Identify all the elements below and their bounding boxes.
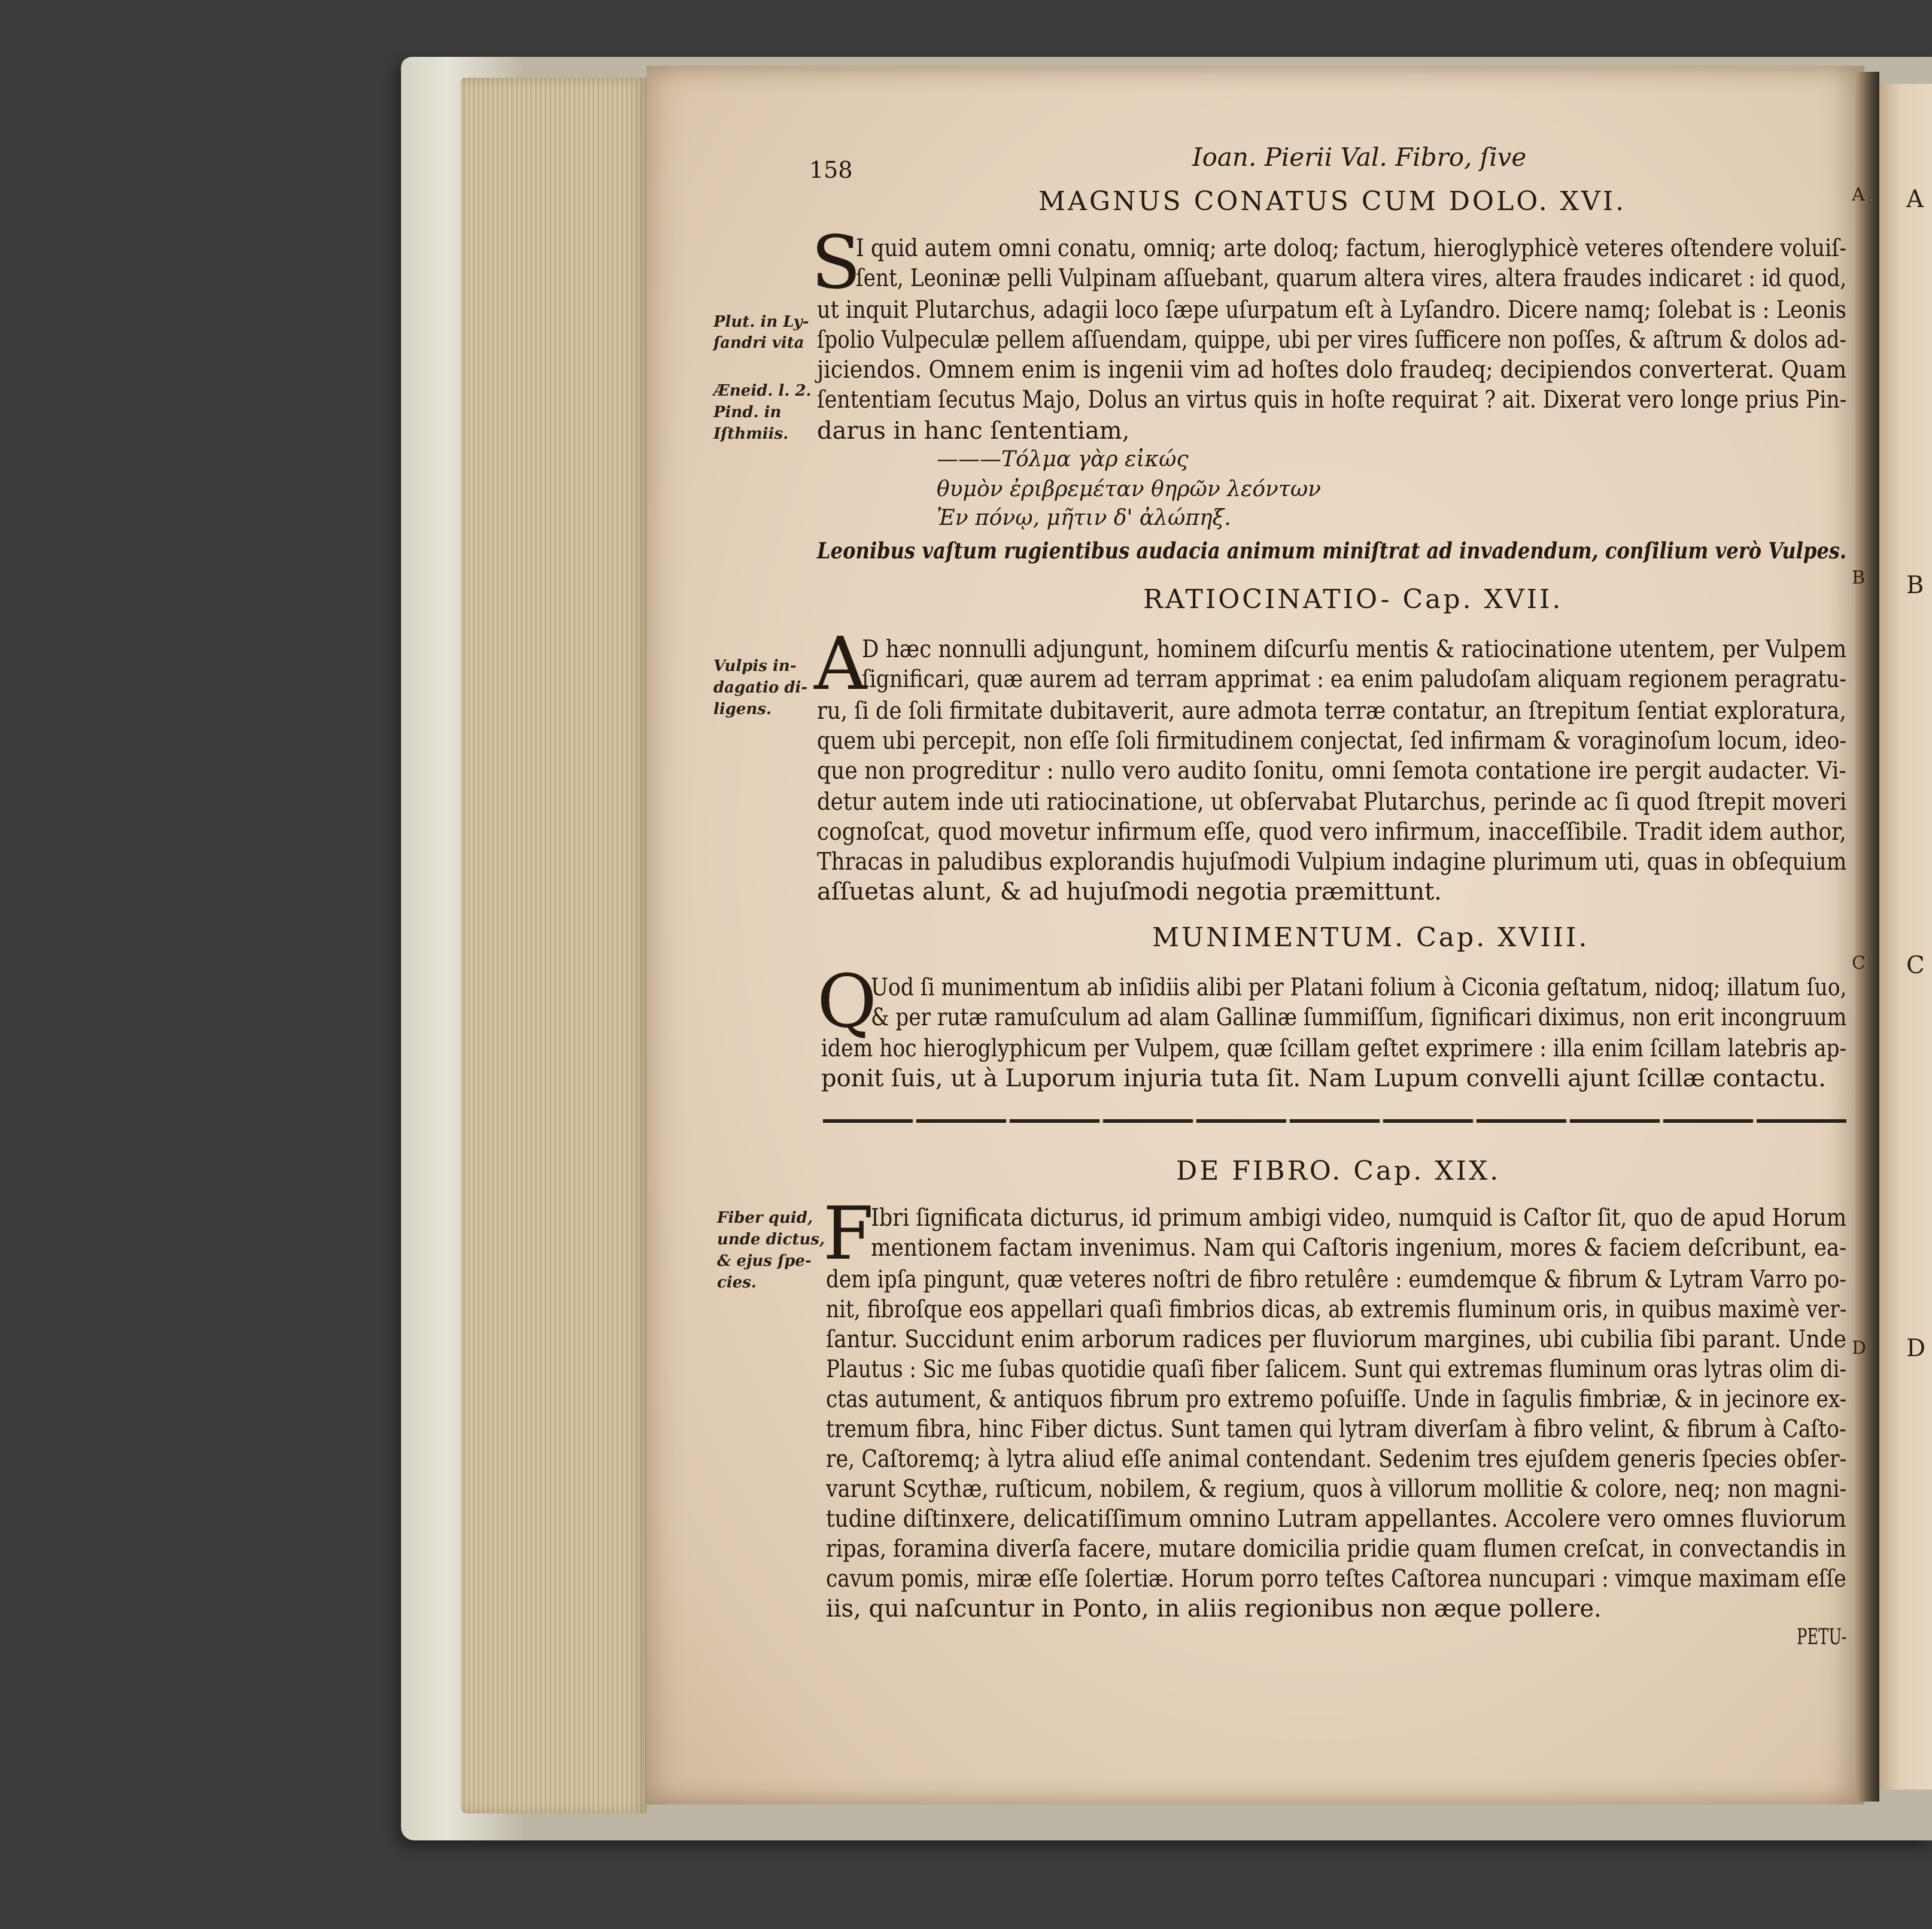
text-line: idem hoc hieroglyphicum per Vulpem, quæ ſcillam geſtet exprimere : illa enim ſcillam latebris ap- [821, 1035, 1847, 1062]
greek-verse: Ἐν πόνῳ, μῆτιν δ' ἀλώπηξ. [937, 506, 1231, 530]
margin-note: Iſthmiis. [713, 425, 789, 443]
margin-note: Fiber quid, [717, 1209, 813, 1227]
text-line: ponit ſuis, ut à Luporum injuria tuta ſit. Nam Lupum convelli ajunt ſcillæ contactu. [821, 1065, 1826, 1092]
text-line: Thracas in paludibus explorandis hujuſmodi Vulpium indagine plurimum uti, quas in obſequium [817, 848, 1847, 876]
margin-note: Æneid. l. 2. [713, 382, 812, 400]
text-line: ripas, foramina diverſa facere, mutare domicilia pridie quam flumen creſcat, in convectandis in [826, 1535, 1846, 1563]
margin-note: dagatio di- [713, 679, 808, 697]
text-line: quem ubi percepit, non eſſe ſoli firmitudinem conjectat, ſed infirmam & voraginoſum locum, ideo- [817, 727, 1847, 755]
text-line: cavum pomis, miræ eſſe ſolertiæ. Horum porro teſtes Caſtorea nuncupari : vimque maximam eſſe [826, 1565, 1846, 1593]
section-heading-xviii: MUNIMENTUM. Cap. XVIII. [1152, 922, 1590, 953]
text-line: & per rutæ ramuſculum ad alam Gallinæ ſummiſſum, ſignificari diximus, non erit incongruum [871, 1004, 1847, 1031]
margin-note: Pind. in [713, 403, 782, 421]
latin-translation: Leonibus vaſtum rugientibus audacia animum miniſtrat ad invadendum, conſilium verò Vulpes. [817, 537, 1847, 564]
margin-letter: C [1852, 953, 1866, 974]
facing-page-letter: A [1906, 186, 1924, 213]
margin-note: Vulpis in- [713, 657, 797, 675]
facing-page-letter: B [1906, 572, 1924, 599]
text-line: ctas autument, & antiquos fibrum pro extremo poſuiſſe. Unde in ſagulis fimbriæ, & in jecinore ex- [826, 1386, 1847, 1413]
facing-page-edge [1879, 84, 1932, 1790]
text-line: darus in hanc ſententiam, [817, 417, 1130, 445]
margin-note: ſandri vita [713, 334, 804, 352]
text-line: ſententiam ſecutus Majo, Dolus an virtus quis in hoſte requirat ? ait. Dixerat vero longe prius Pin- [817, 386, 1847, 414]
running-title: Ioan. Pierii Val. Fibro, ſive [1192, 142, 1527, 172]
section-divider-rule [823, 1119, 1846, 1123]
section-heading-xvi: MAGNUS CONATUS CUM DOLO. XVI. [1038, 186, 1627, 217]
page-number: 158 [809, 157, 853, 183]
margin-note: Plut. in Ly- [713, 313, 809, 331]
drop-cap: Q [817, 959, 877, 1044]
facing-page-letter: C [1906, 952, 1925, 979]
drop-cap: S [811, 220, 861, 305]
text-line: ſignificari, quæ aurem ad terram apprimat : ea enim paludoſam aliquam regionem peragratu- [862, 666, 1847, 693]
text-line: cognoſcat, quod movetur infirmum eſſe, quod vero infirmum, inacceſſibile. Tradit idem author, [817, 818, 1846, 846]
text-line: I quid autem omni conatu, omniq; arte doloq; factum, hieroglyphicè veteres oſtendere voluiſ- [856, 235, 1847, 262]
text-line: ut inquit Plutarchus, adagii loco ſæpe uſurpatum eſt à Lyſandro. Dicere namq; ſolebat is : Leonis [817, 296, 1846, 324]
margin-letter: A [1852, 184, 1865, 205]
text-line: ſpolio Vulpeculæ pellem aſſuendam, quippe, ubi per vires ſufficere non poſſes, & aſtrum & dolos ad- [817, 326, 1847, 354]
text-line: aſſuetas alunt, & ad hujuſmodi negotia præmittunt. [817, 878, 1442, 906]
text-line: Ibri ſignificata dicturus, id primum ambigi video, numquid is Caſtor ſit, quo de apud Horum [871, 1204, 1847, 1232]
section-heading-xvii: RATIOCINATIO- Cap. XVII. [1143, 584, 1563, 615]
margin-note: ligens. [713, 700, 772, 718]
margin-note: cies. [717, 1274, 757, 1292]
text-line: nit, fibroſque eos appellari quaſi fimbrios dicas, ab extremis fluminum oris, in quibus maximè ver- [826, 1296, 1847, 1323]
text-line: ru, ſi de ſoli firmitate dubitaverit, aure admota terræ contatur, an ſtrepitum ſentiat exploratura, [817, 697, 1846, 725]
section-heading-xix: DE FIBRO. Cap. XIX. [1176, 1156, 1501, 1186]
text-line: ſent, Leoninæ pelli Vulpinam aſſuebant, quarum altera vires, altera fraudes indicaret : id quod, [856, 265, 1847, 292]
text-line: tudine diſtinxere, delicatiſſimum omnino Lutram appellantes. Accolere vero omnes fluviorum [826, 1505, 1846, 1533]
drop-cap: A [814, 621, 867, 706]
drop-cap: F [823, 1191, 874, 1276]
text-line: detur autem inde uti ratiocinatione, ut obſervabat Plutarchus, perinde ac ſi quod ſtrepit moveri [817, 788, 1847, 816]
catchword: PETU- [1797, 1625, 1847, 1649]
text-line: ſantur. Succidunt enim arborum radices per fluviorum margines, ubi cubilia ſibi parant. Unde [826, 1326, 1846, 1353]
text-line: mentionem factam invenimus. Nam qui Caſtoris ingenium, mores & faciem deſcribunt, ea- [871, 1234, 1847, 1262]
page-edges [461, 78, 646, 1813]
text-line: Plautus : Sic me ſubas quotidie quaſi fiber ſalicem. Sunt qui extremas fluminum oras lytras olim di- [826, 1356, 1846, 1383]
text-line: jiciendos. Omnem enim is ingenii vim ad hoſtes dolo fraudeq; decipiendos converterat. Quam [817, 356, 1847, 384]
margin-letter: B [1852, 567, 1866, 588]
book-gutter [1855, 72, 1879, 1802]
greek-verse: θυμὸν ἐριβρεμέταν θηρῶν λεόντων [937, 477, 1322, 502]
text-line: Uod ſi munimentum ab inſidiis alibi per Platani folium à Ciconia geſtatum, nidoq; illatum ſuo, [871, 974, 1847, 1001]
text-line: dem ipſa pingunt, quæ veteres noſtri de fibro retulêre : eumdemque & fibrum & Lytram Varro po- [826, 1266, 1846, 1293]
margin-note: unde dictus, [717, 1231, 825, 1248]
text-line: que non progreditur : nullo vero audito ſonitu, omni ſemota contatione ire pergit audacter. Vi- [817, 757, 1846, 785]
text-line: varunt Scythæ, ruſticum, nobilem, & regium, quos à villorum mollitie & colore, neq; non magni- [826, 1475, 1847, 1503]
text-line: iis, qui naſcuntur in Ponto, in aliis regionibus non æque pollere. [826, 1595, 1602, 1623]
margin-letter: D [1852, 1338, 1867, 1359]
text-line: tremum fibra, hinc Fiber dictus. Sunt tamen qui lytram diverſam à fibro velint, & fibrum à Caſto- [826, 1415, 1846, 1443]
greek-verse: ———Τόλμα γὰρ εἰκώς [937, 447, 1189, 472]
margin-note: & ejus ſpe- [717, 1252, 812, 1270]
text-line: re, Caſtoremq; à lytra aliud eſſe animal contendant. Sedenim tres ejuſdem generis ſpecies obſer- [826, 1445, 1847, 1473]
facing-page-letter: D [1906, 1335, 1926, 1362]
text-line: D hæc nonnulli adjungunt, hominem diſcurſu mentis & ratiocinatione utentem, per Vulpem [862, 636, 1847, 663]
